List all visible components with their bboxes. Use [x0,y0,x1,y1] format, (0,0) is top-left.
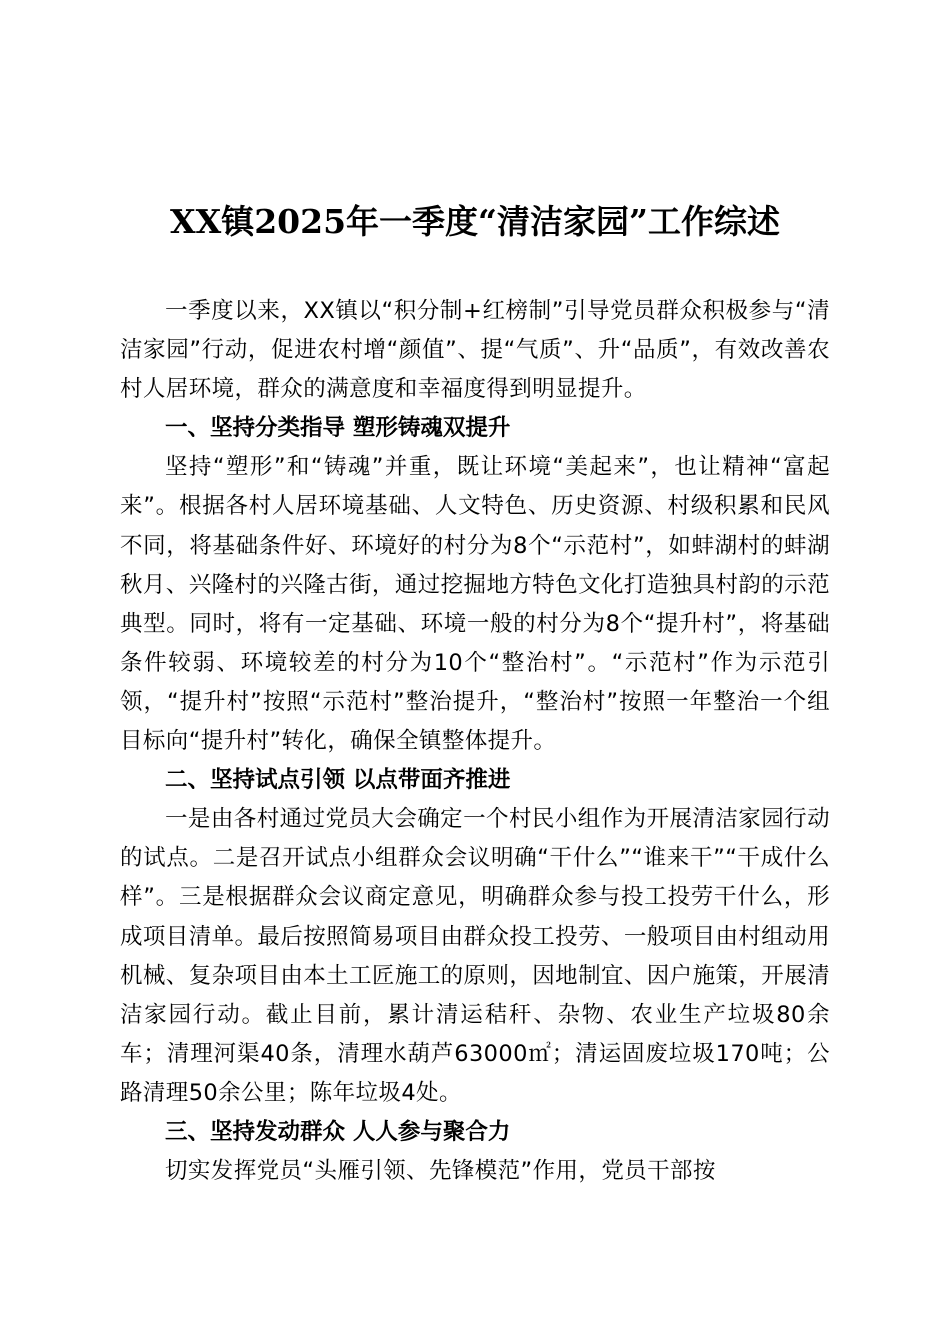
section-heading-2: 二、坚持试点引领 以点带面齐推进 [165,767,511,794]
section-heading-3: 三、坚持发动群众 人人参与聚合力 [165,1118,511,1145]
section-heading-1: 一、坚持分类指导 塑形铸魂双提升 [165,415,511,442]
document-body [120,292,830,1191]
section-2-paragraph: 一是由各村通过党员大会确定一个村民小组作为开展清洁家园行动的试点。二是召开试点小组群众会议明确“干什么”“谁来干”“干成什么样”。三是根据群众会议商定意见，明确群众参与投工投劳干什么，形成项目清单。最后按照简易项目由群众投工投劳、一般项目由村组动用机械、复杂项目由本土工匠施工的原则，因地制宜、因户施策，开展清洁家园行动。截止目前，累计清运秸秆、杂物、农业生产垃圾80余车；清理河渠40条，清理水葫芦63000㎡；清运固废垃圾170吨；公路清理50余公里；陈年垃圾4处。 [120,806,830,1106]
intro-paragraph: 一季度以来，XX镇以“积分制+红榜制”引导党员群众积极参与“清洁家园”行动，促进农村增“颜值”、提“气质”、升“品质”，有效改善农村人居环境，群众的满意度和幸福度得到明显提升。 [120,298,830,403]
section-3-paragraph: 切实发挥党员“头雁引领、先锋模范”作用，党员干部按 [165,1158,716,1185]
section-1-paragraph: 坚持“塑形”和“铸魂”并重，既让环境“美起来”，也让精神“富起来”。根据各村人居环境基础、人文特色、历史资源、村级积累和民风不同，将基础条件好、环境好的村分为8个“示范村”，如蚌湖村的蚌湖秋月、兴隆村的兴隆古街，通过挖掘地方特色文化打造独具村韵的示范典型。同时，将有一定基础、环境一般的村分为8个“提升村”，将基础条件较弱、环境较差的村分为10个“整治村”。“示范村”作为示范引领，“提升村”按照“示范村”整治提升，“整治村”按照一年整治一个组目标向“提升村”转化，确保全镇整体提升。 [120,454,830,755]
document-title: XX镇2025年一季度“清洁家园”工作综述 [169,202,781,241]
